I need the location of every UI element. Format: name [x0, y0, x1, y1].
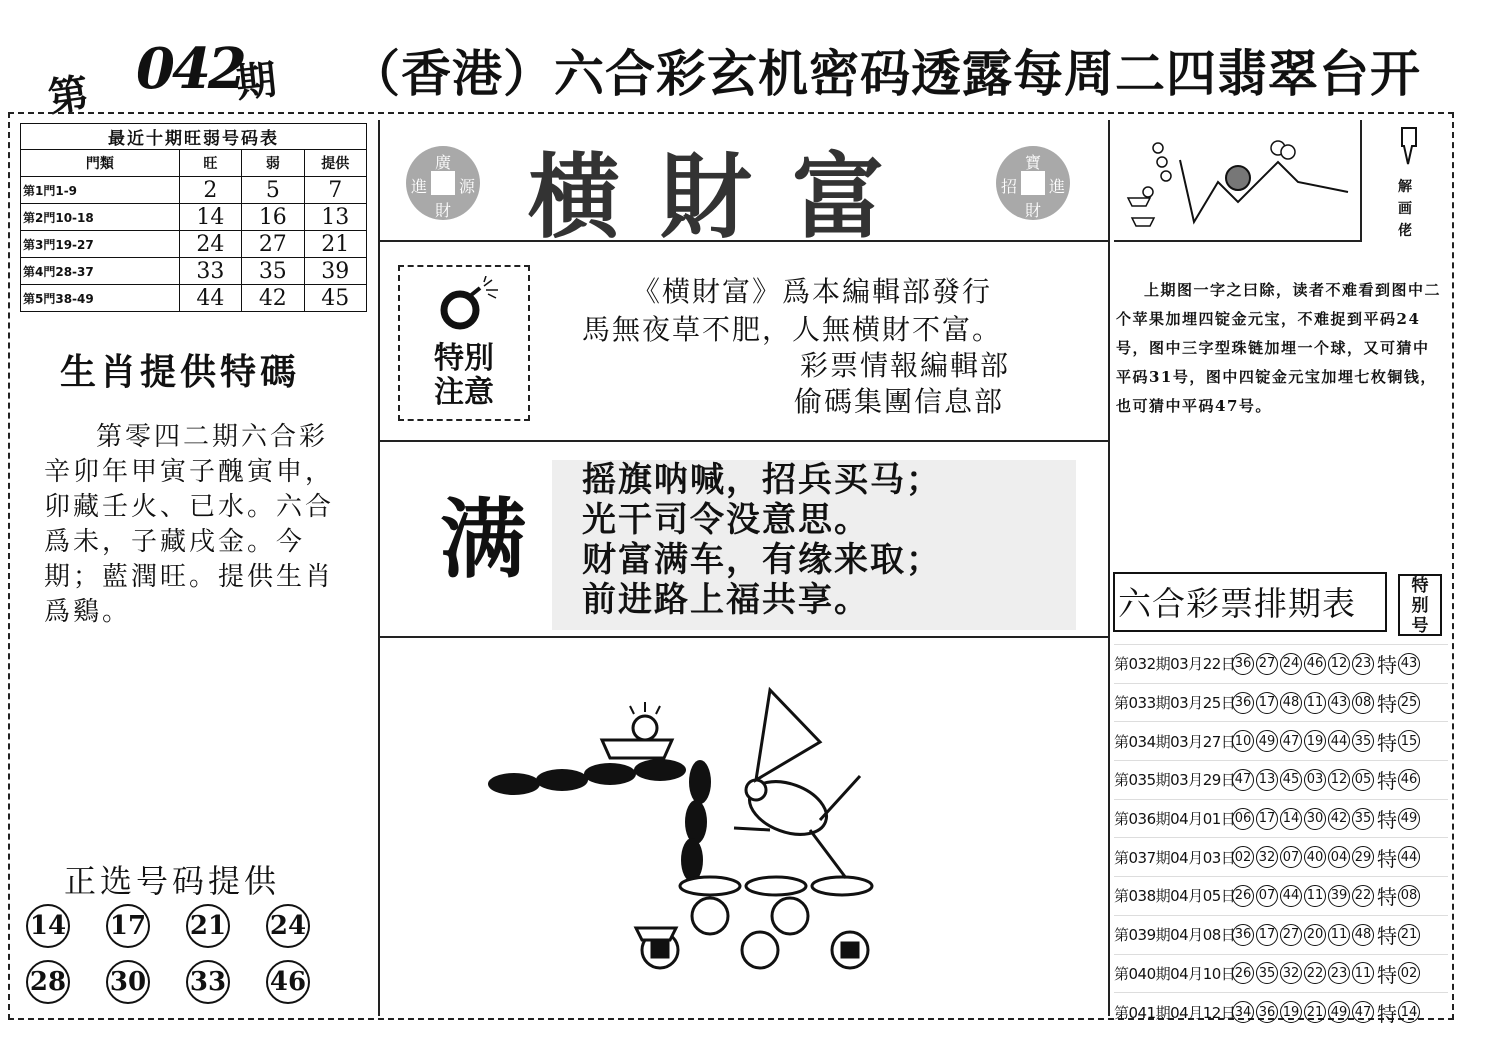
puzzle-illustration — [470, 680, 890, 990]
special-number: 21 — [1398, 924, 1420, 946]
special-number: 46 — [1398, 769, 1420, 791]
drawn-number: 07 — [1256, 885, 1278, 907]
zhengxuan-title: 正选号码提供 — [64, 862, 281, 900]
drawn-number: 49 — [1256, 730, 1278, 752]
shengxiao-title: 生肖提供特碼 — [60, 352, 301, 393]
number-ball: 30 — [106, 960, 150, 1004]
drawn-number: 11 — [1352, 962, 1374, 984]
schedule-title: 六合彩票排期表 — [1118, 584, 1356, 623]
drawn-number: 23 — [1328, 962, 1350, 984]
drawn-number: 36 — [1232, 924, 1254, 946]
drawn-number: 26 — [1232, 962, 1254, 984]
table-row — [21, 177, 367, 204]
drawn-number: 21 — [1304, 1001, 1326, 1023]
drawn-number: 47 — [1280, 730, 1302, 752]
drawn-number: 47 — [1232, 769, 1254, 791]
drawn-number: 07 — [1280, 846, 1302, 868]
drawn-number: 04 — [1328, 846, 1350, 868]
drawn-number: 08 — [1352, 692, 1374, 714]
schedule-row — [1114, 915, 1448, 954]
schedule-row — [1114, 837, 1448, 876]
drawn-number: 36 — [1232, 653, 1254, 675]
drawn-number: 24 — [1280, 653, 1302, 675]
number-ball: 46 — [266, 960, 310, 1004]
schedule-table — [1114, 644, 1448, 1031]
notice-line: 偷碼集團信息部 — [794, 385, 1005, 418]
coin-icons — [636, 898, 868, 968]
value-cell: 42 — [242, 285, 304, 312]
schedule-date: 第039期04月08日 — [1114, 926, 1236, 945]
schedule-row — [1114, 876, 1448, 915]
drawn-number: 11 — [1304, 885, 1326, 907]
special-number: 44 — [1398, 846, 1420, 868]
drawn-number: 47 — [1352, 1001, 1374, 1023]
special-marker: 特 — [1377, 692, 1397, 717]
divider — [1114, 240, 1360, 242]
notice-line: 彩票情報編輯部 — [800, 349, 1011, 382]
schedule-date: 第040期04月10日 — [1114, 964, 1236, 983]
special-number: 15 — [1398, 730, 1420, 752]
drawn-number: 42 — [1328, 808, 1350, 830]
poem — [552, 460, 1076, 630]
divider — [1108, 120, 1110, 1016]
drawn-number: 44 — [1328, 730, 1350, 752]
issue-suffix: 期 — [234, 57, 279, 107]
special-marker: 特 — [1377, 846, 1397, 871]
value-cell: 39 — [304, 258, 366, 285]
drawn-number: 20 — [1304, 924, 1326, 946]
divider — [378, 636, 1110, 638]
drawn-number: 23 — [1352, 653, 1374, 675]
notice-line: 馬無夜草不肥，人無横財不富。 — [582, 313, 1003, 346]
drawn-number: 17 — [1256, 808, 1278, 830]
drawn-number: 06 — [1232, 808, 1254, 830]
divider — [378, 440, 1110, 442]
drawn-number: 46 — [1304, 653, 1326, 675]
value-cell: 14 — [179, 204, 241, 231]
special-marker: 特 — [1377, 769, 1397, 794]
special-marker: 特 — [1377, 924, 1397, 949]
schedule-date: 第035期03月29日 — [1114, 771, 1236, 790]
number-ball: 33 — [186, 960, 230, 1004]
value-cell: 21 — [304, 231, 366, 258]
poem-line: 财富满车，有缘来取； — [582, 540, 942, 580]
strength-table — [20, 123, 367, 312]
value-cell: 13 — [304, 204, 366, 231]
page-title: （香港）六合彩玄机密码透露每周二四翡翠台开 — [350, 45, 1421, 103]
drawn-number: 48 — [1352, 924, 1374, 946]
special-marker: 特 — [1377, 1001, 1397, 1026]
number-ball: 28 — [26, 960, 70, 1004]
special-number-label: 特 别 号 — [1398, 574, 1442, 636]
drawn-number: 12 — [1328, 653, 1350, 675]
drawn-number: 32 — [1256, 846, 1278, 868]
special-number: 02 — [1398, 962, 1420, 984]
number-ball: 21 — [186, 904, 230, 948]
zhengxuan-numbers — [24, 904, 344, 1004]
value-cell: 33 — [179, 258, 241, 285]
special-marker: 特 — [1377, 962, 1397, 987]
drawn-number: 40 — [1304, 846, 1326, 868]
ingot-icon — [602, 702, 672, 758]
schedule-row — [1114, 799, 1448, 838]
drawn-number: 27 — [1280, 924, 1302, 946]
divider — [378, 120, 380, 1016]
drawn-number: 34 — [1232, 1001, 1254, 1023]
drawn-number: 36 — [1232, 692, 1254, 714]
value-cell: 35 — [242, 258, 304, 285]
drawn-number: 35 — [1256, 962, 1278, 984]
drawn-number: 35 — [1352, 730, 1374, 752]
drawn-number: 22 — [1304, 962, 1326, 984]
schedule-date: 第033期03月25日 — [1114, 694, 1236, 713]
divider — [1360, 120, 1362, 242]
drawn-number: 49 — [1328, 1001, 1350, 1023]
table-header: 提供 — [304, 150, 366, 177]
bomb-icon — [436, 276, 514, 334]
poem-line: 摇旗呐喊，招兵买马； — [582, 460, 942, 500]
schedule-row — [1114, 992, 1448, 1031]
group-cell: 第5門38-49 — [21, 285, 180, 312]
drawn-number: 19 — [1280, 1001, 1302, 1023]
schedule-row — [1114, 683, 1448, 722]
value-cell: 7 — [304, 177, 366, 204]
notice-label: 特別 注意 — [434, 341, 494, 410]
schedule-date: 第034期03月27日 — [1114, 732, 1236, 751]
frog-icon — [734, 690, 860, 878]
drawn-number: 26 — [1232, 885, 1254, 907]
puzzle-explanation: 上期图一字之曰除，读者不难看到图中二个苹果加埋四锭金元宝，不难捉到平码24号，图中三字型珠链加埋一个球，又可猜中平码31号，图中四锭金元宝加埋七枚铜钱，也可猜中平码47号。 — [1116, 281, 1442, 415]
special-number: 14 — [1398, 1001, 1420, 1023]
special-marker: 特 — [1377, 808, 1397, 833]
shengxiao-text: 第零四二期六合彩辛卯年甲寅子醜寅申，卯藏壬火、已水。六合爲未，子藏戌金。今期；藍潤旺。提供生肖爲鷄。 — [44, 422, 335, 627]
group-cell: 第3門19-27 — [21, 231, 180, 258]
schedule-date: 第041期04月12日 — [1114, 1003, 1236, 1022]
number-ball: 24 — [266, 904, 310, 948]
value-cell: 45 — [304, 285, 366, 312]
schedule-date: 第037期04月03日 — [1114, 848, 1236, 867]
drawn-number: 48 — [1280, 692, 1302, 714]
coin-icon: 寶 招 進 財 — [996, 146, 1070, 220]
special-number: 08 — [1398, 885, 1420, 907]
table-row — [21, 204, 367, 231]
drawn-number: 35 — [1352, 808, 1374, 830]
schedule-row — [1114, 954, 1448, 993]
table-header: 弱 — [242, 150, 304, 177]
group-cell: 第4門28-37 — [21, 258, 180, 285]
drawn-number: 13 — [1256, 769, 1278, 791]
drawn-number: 10 — [1232, 730, 1254, 752]
special-marker: 特 — [1377, 885, 1397, 910]
value-cell: 5 — [242, 177, 304, 204]
drawn-number: 32 — [1280, 962, 1302, 984]
drawn-number: 12 — [1328, 769, 1350, 791]
special-marker: 特 — [1377, 730, 1397, 755]
notice-line: 《横財富》爲本編輯部發行 — [632, 275, 993, 308]
drawn-number: 11 — [1328, 924, 1350, 946]
special-number: 49 — [1398, 808, 1420, 830]
number-ball: 14 — [26, 904, 70, 948]
drawn-number: 11 — [1304, 692, 1326, 714]
drawn-number: 39 — [1328, 885, 1350, 907]
table-caption: 最近十期旺弱号码表 — [21, 124, 367, 150]
drawn-number: 22 — [1352, 885, 1374, 907]
schedule-date: 第032期03月22日 — [1114, 655, 1236, 674]
pointing-hand-icon — [1396, 124, 1422, 168]
dark-chain — [488, 759, 711, 882]
value-cell: 2 — [179, 177, 241, 204]
issue-prefix: 第 — [45, 70, 92, 122]
table-row — [21, 285, 367, 312]
drawn-number: 43 — [1328, 692, 1350, 714]
drawn-number: 29 — [1352, 846, 1374, 868]
puzzle-label: 解 画 佬 — [1398, 179, 1412, 239]
drawn-number: 19 — [1304, 730, 1326, 752]
drawn-number: 05 — [1352, 769, 1374, 791]
schedule-row — [1114, 721, 1448, 760]
drawn-number: 30 — [1304, 808, 1326, 830]
drawn-number: 14 — [1280, 808, 1302, 830]
drawn-number: 44 — [1280, 885, 1302, 907]
table-row — [21, 231, 367, 258]
poem-line: 前进路上福共享。 — [582, 580, 870, 620]
coin-icon: 廣 進 源 財 — [406, 146, 480, 220]
drawn-number: 45 — [1280, 769, 1302, 791]
drawn-number: 27 — [1256, 653, 1278, 675]
table-header: 門類 — [21, 150, 180, 177]
schedule-row — [1114, 760, 1448, 799]
table-header: 旺 — [179, 150, 241, 177]
puzzle-image — [1118, 122, 1358, 238]
brand-title: 横財富 — [528, 143, 925, 251]
drawn-number: 36 — [1256, 1001, 1278, 1023]
value-cell: 27 — [242, 231, 304, 258]
value-cell: 44 — [179, 285, 241, 312]
drawn-number: 03 — [1304, 769, 1326, 791]
value-cell: 24 — [179, 231, 241, 258]
man-character: 满 — [440, 490, 526, 590]
schedule-row — [1114, 644, 1448, 683]
drawn-number: 02 — [1232, 846, 1254, 868]
issue-number: 042 — [136, 36, 244, 102]
poem-line: 光干司令没意思。 — [582, 500, 870, 540]
special-number: 43 — [1398, 653, 1420, 675]
value-cell: 16 — [242, 204, 304, 231]
special-marker: 特 — [1377, 653, 1397, 678]
schedule-date: 第036期04月01日 — [1114, 810, 1236, 829]
table-row — [21, 258, 367, 285]
group-cell: 第1門1-9 — [21, 177, 180, 204]
schedule-date: 第038期04月05日 — [1114, 887, 1236, 906]
special-number: 25 — [1398, 692, 1420, 714]
page-header — [40, 30, 1460, 122]
group-cell: 第2門10-18 — [21, 204, 180, 231]
number-ball: 17 — [106, 904, 150, 948]
stepping-stones — [680, 877, 872, 895]
drawn-number: 17 — [1256, 924, 1278, 946]
drawn-number: 17 — [1256, 692, 1278, 714]
